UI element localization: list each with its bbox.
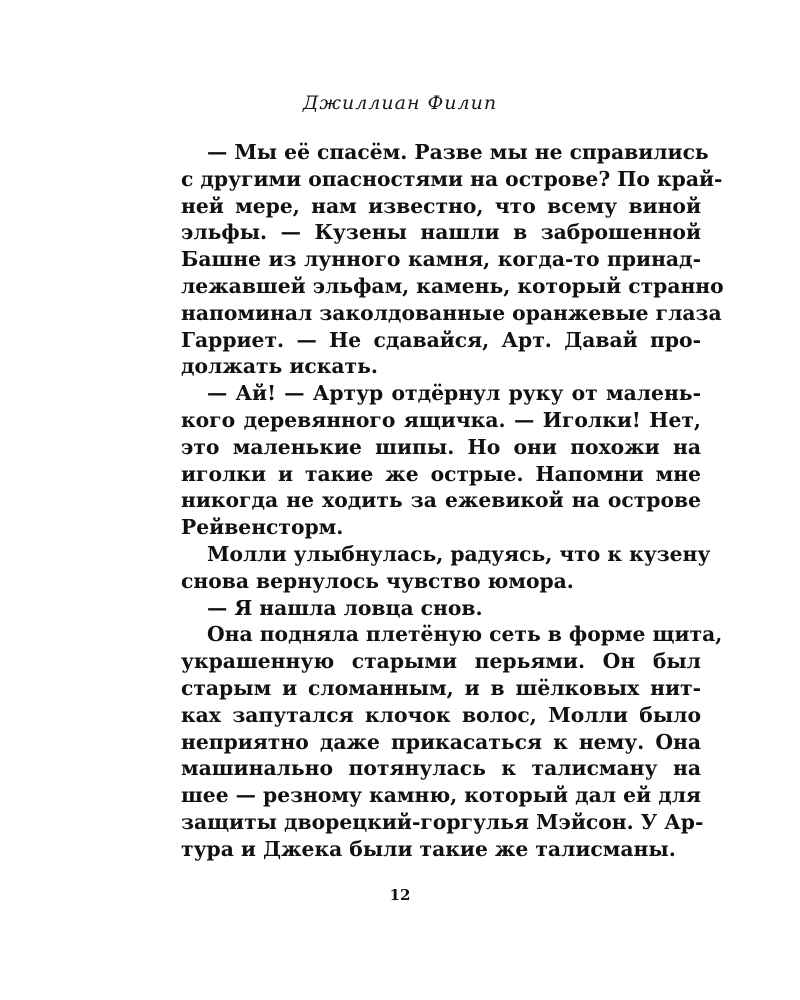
- text-line: напоминал заколдованные оранжевые глаза: [181, 300, 722, 325]
- text-line: никогда не ходить за ежевикой на острове: [181, 488, 701, 513]
- text-line: Она подняла плетёную сеть в форме щита,: [207, 622, 723, 647]
- text-line: ках запутался клочок волос, Молли было: [181, 702, 701, 727]
- text-line: старым и сломанным, и в шёлковых нит-: [181, 675, 701, 700]
- running-head: Джиллиан Филип: [302, 92, 498, 114]
- text-line: лежавшей эльфам, камень, который странно: [181, 273, 724, 298]
- text-line: машинально потянулась к талисману на: [181, 756, 701, 781]
- text-line: эльфы. — Кузены нашли в заброшенной: [181, 220, 701, 245]
- body-text: [181, 139, 724, 863]
- text-line: Молли улыбнулась, радуясь, что к кузену: [207, 541, 711, 566]
- text-line: Башне из лунного камня, когда-то принад-: [181, 247, 701, 272]
- text-line: с другими опасностями на острове? По край-: [181, 166, 723, 191]
- text-line: неприятно даже прикасаться к нему. Она: [181, 729, 701, 754]
- text-line: это маленькие шипы. Но они похожи на: [181, 434, 701, 459]
- text-line: — Ай! — Артур отдёрнул руку от малень-: [207, 381, 701, 406]
- text-line: Гарриет. — Не сдавайся, Арт. Давай про-: [181, 327, 701, 352]
- text-line: ней мере, нам известно, что всему виной: [181, 193, 701, 218]
- text-line: — Я нашла ловца снов.: [207, 595, 483, 620]
- text-line: снова вернулось чувство юмора.: [181, 568, 574, 593]
- text-line: украшенную старыми перьями. Он был: [181, 649, 701, 674]
- text-line: иголки и такие же острые. Напомни мне: [181, 461, 701, 486]
- text-line: тура и Джека были такие же талисманы.: [181, 836, 676, 861]
- text-line: должать искать.: [181, 354, 378, 379]
- text-line: шее — резному камню, который дал ей для: [181, 783, 701, 808]
- text-line: защиты дворецкий-горгулья Мэйсон. У Ар-: [181, 809, 704, 834]
- text-line: Рейвенсторм.: [181, 515, 344, 540]
- text-line: — Мы её спасём. Разве мы не справились: [207, 140, 709, 164]
- text-line: кого деревянного ящичка. — Иголки! Нет,: [181, 407, 701, 432]
- page-number: 12: [389, 886, 411, 904]
